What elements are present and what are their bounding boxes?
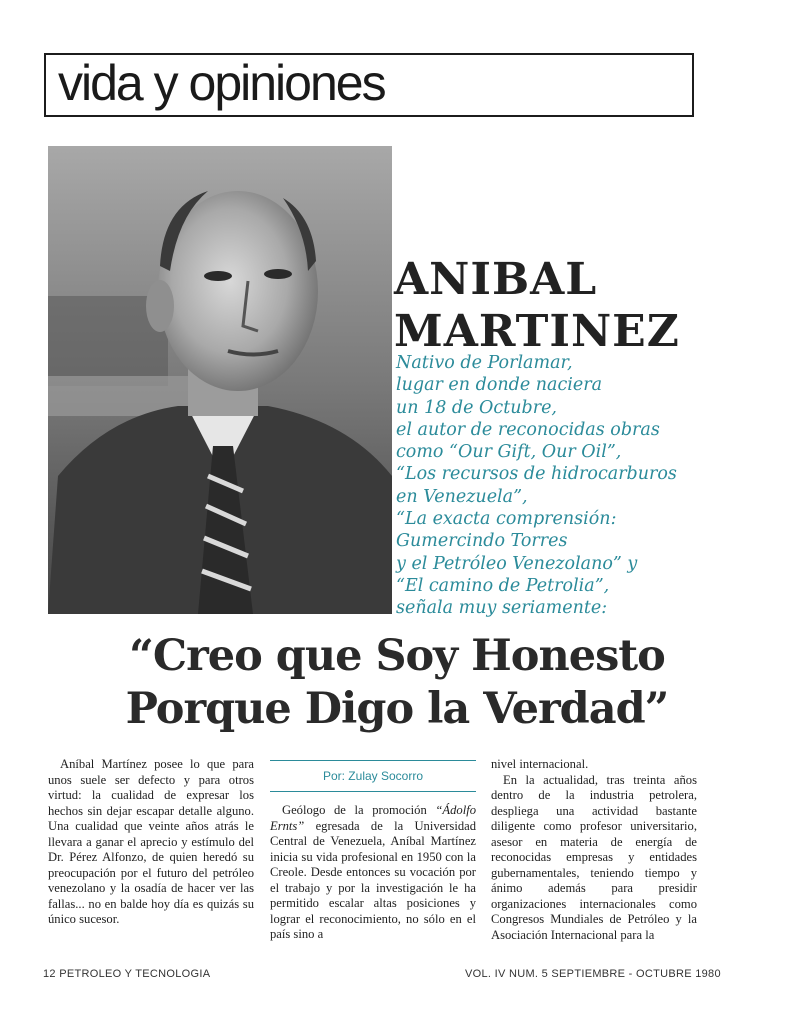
body-text: egresada de la Universidad Central de Venezuela, Aníbal Martínez inicia su vida profesional en 1950 con la Creole. Desde entonces su vocación por el trabajo y por la investigación le ha permitido escalar altas posiciones y lograr el reconocimiento, no sólo en el país sino a <box>270 818 476 941</box>
body-column-3 <box>491 757 697 943</box>
intro-line: como “Our Gift, Our Oil”, <box>396 442 622 463</box>
name-line-1: ANIBAL <box>394 254 598 305</box>
portrait-photo <box>48 146 392 614</box>
intro-line: señala muy seriamente: <box>396 598 608 619</box>
intro-line: lugar en donde naciera <box>396 375 603 396</box>
body-column-1 <box>48 757 254 928</box>
intro-line: el autor de reconocidas obras <box>396 419 660 440</box>
section-header <box>44 53 694 117</box>
footer-issue-label: VOL. IV NUM. 5 SEPTIEMBRE - OCTUBRE 1980 <box>465 968 721 980</box>
body-text: Geólogo de la promoción <box>282 803 436 817</box>
footer-page-label: 12 PETROLEO Y TECNOLOGIA <box>43 968 211 980</box>
intro-line: “Los recursos de hidrocarburos <box>396 464 677 485</box>
intro-line: Gumercindo Torres <box>396 531 568 552</box>
body-paragraph <box>270 803 476 943</box>
intro-line: “El camino de Petrolia”, <box>396 575 610 596</box>
body-paragraph: En la actualidad, tras treinta años dentro de la industria petrolera, despliega una actividad bastante diligente como profesor universitario, asesor en materia de energía de reconocidas empresas y entidades gubernamentales, teniendo tiempo y ánimo además para presidir organizaciones internacionales como Congresos Mundiales de Petróleo y la Asociación Internacional para la <box>491 772 697 942</box>
name-line-2: MARTINEZ <box>394 306 680 357</box>
headline <box>52 630 742 736</box>
section-title: vida y opiniones <box>58 55 385 111</box>
intro-line: en Venezuela”, <box>396 486 528 507</box>
body-column-2 <box>270 803 476 943</box>
person-name <box>394 254 680 358</box>
intro-line: Nativo de Porlamar, <box>396 353 573 373</box>
intro-line: y el Petróleo Venezolano” y <box>396 553 638 574</box>
body-paragraph: Aníbal Martínez posee lo que para unos suele ser defecto y para otros virtud: la cualidad de expresar los hechos sin dejar escapar detalle alguno. Una cualidad que veinte años atrás le llevara a ganar el aprecio y estímulo del Dr. Pérez Alfonzo, de quien heredó su preocupación por el futuro del petróleo venezolano y la osadía de hacer ver las fallas... no en balde hoy día es quizás su único sucesor. <box>48 757 254 926</box>
intro-line: un 18 de Octubre, <box>396 397 557 418</box>
intro-line: “La exacta comprensión: <box>396 509 617 530</box>
headline-line-2: Porque Digo la Verdad” <box>125 684 669 734</box>
intro-text <box>396 352 696 620</box>
body-italic-text: “Ádolfo Ernts” <box>270 803 476 833</box>
body-paragraph: nivel internacional. <box>491 757 589 771</box>
byline-box <box>270 760 476 792</box>
headline-line-1: “Creo que Soy Honesto <box>129 631 665 681</box>
byline: Por: Zulay Socorro <box>322 769 424 783</box>
